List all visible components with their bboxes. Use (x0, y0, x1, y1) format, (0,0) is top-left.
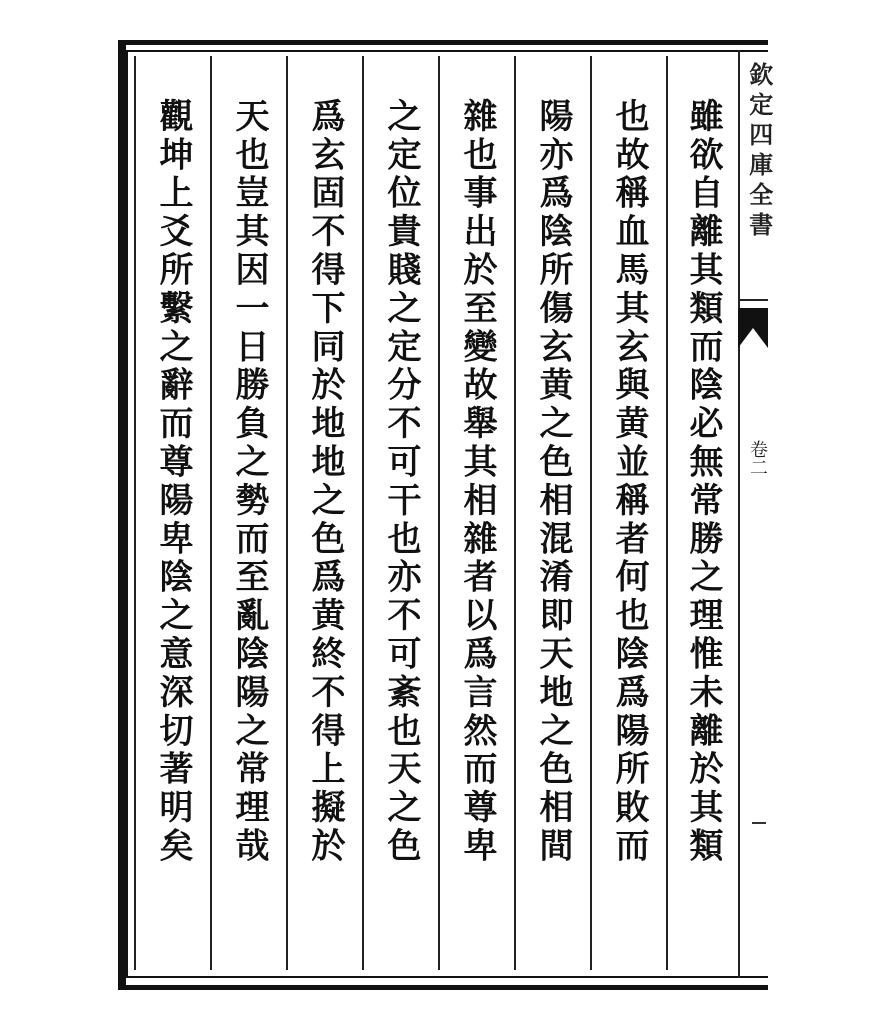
column-text: 天也豈其因一日勝負之勢而至亂陰陽之常理哉 (229, 98, 269, 866)
fish-tail-mark (738, 308, 768, 368)
column-text: 觀坤上爻所繫之辭而尊陽卑陰之意深切著明矣 (153, 98, 193, 866)
juan-label: 卷二 (747, 440, 768, 476)
column-text: 雜也事出於至變故舉其相雜者以爲言然而尊卑 (457, 98, 497, 866)
column-text: 之定位貴賤之定分不可干也亦不可紊也天之色 (381, 98, 421, 866)
text-column-7 (210, 56, 286, 970)
text-column-2 (590, 56, 666, 970)
book-title: 欽定四庫全書 (744, 62, 774, 242)
text-column-8 (134, 56, 210, 970)
margin-tick (752, 822, 766, 824)
column-text: 陽亦爲陰所傷玄黄之色相混淆即天地之色相間 (533, 98, 573, 866)
column-text: 雖欲自離其類而陰必無常勝之理惟未離於其類 (683, 98, 723, 866)
text-column-1 (666, 56, 738, 970)
text-column-6 (286, 56, 362, 970)
text-column-5 (362, 56, 438, 970)
text-column-3 (514, 56, 590, 970)
text-column-4 (438, 56, 514, 970)
column-text: 也故稱血馬其玄與黄並稱者何也陰爲陽所敗而 (609, 98, 649, 866)
column-text: 爲玄固不得下同於地地之色爲黄終不得上擬於 (305, 98, 345, 866)
page-border-left-edge (118, 45, 126, 985)
